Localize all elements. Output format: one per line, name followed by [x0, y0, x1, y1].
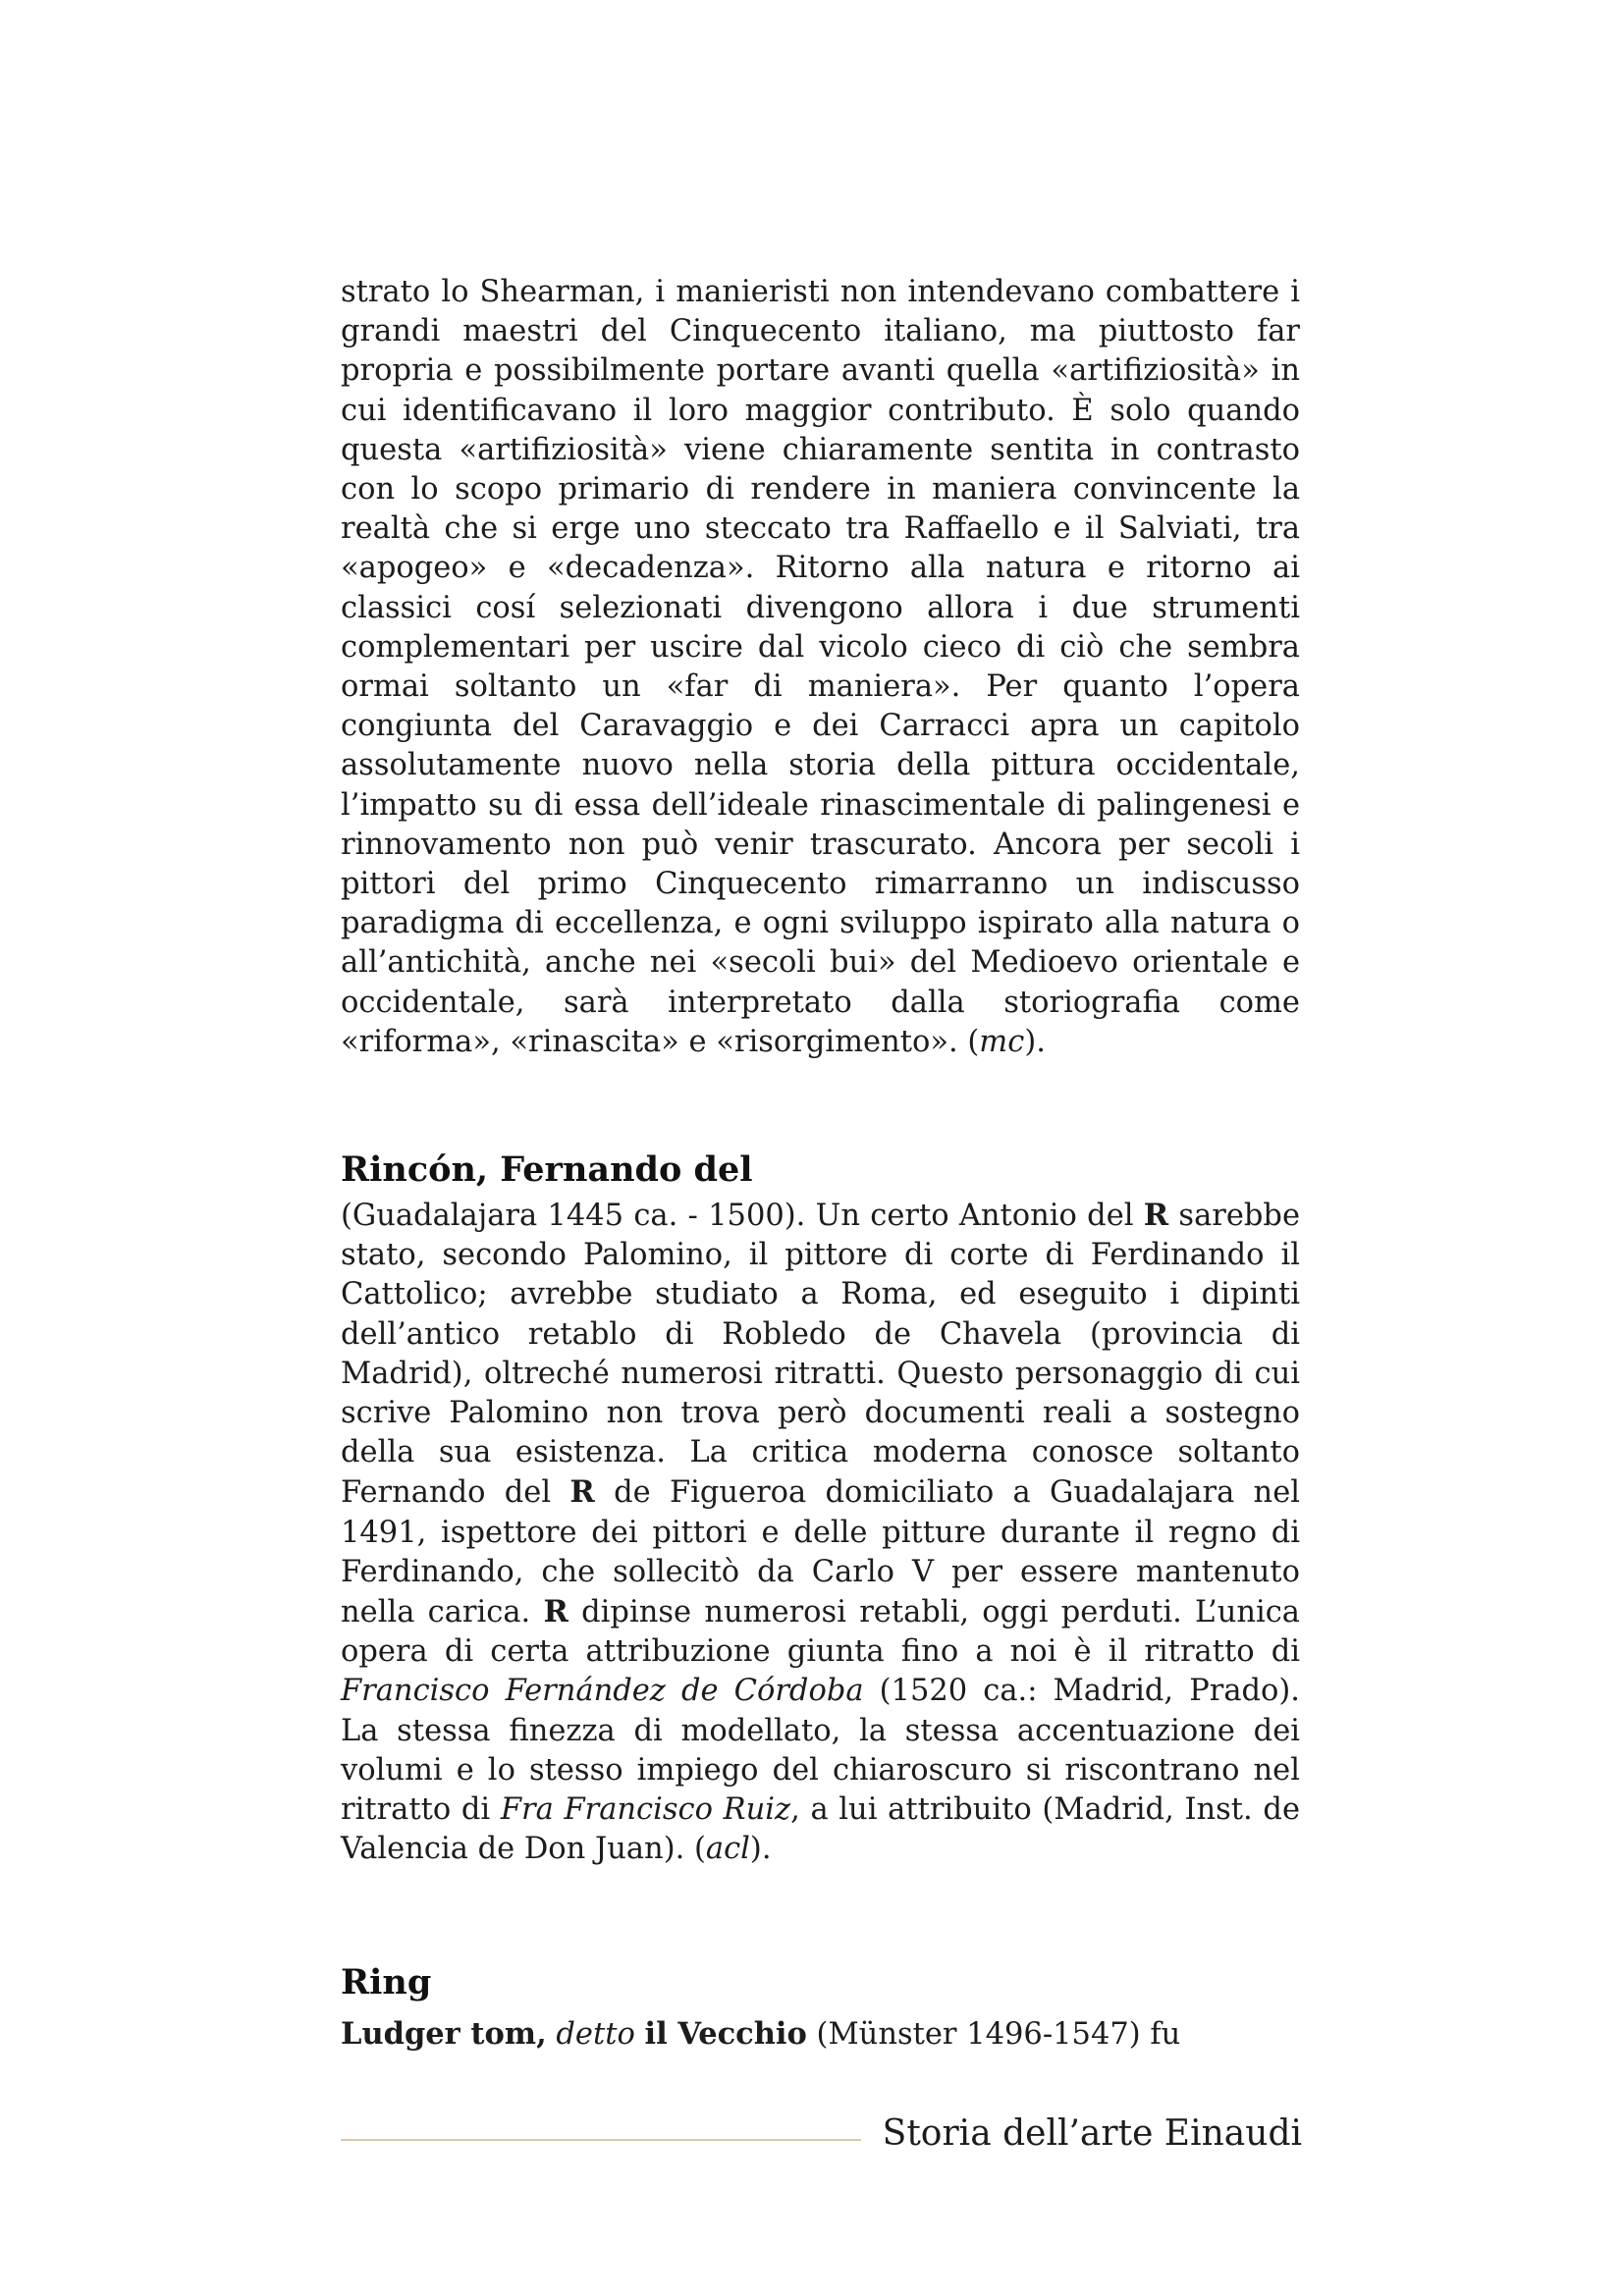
entry-body-rincon — [341, 1196, 1300, 1869]
rincon-closing: ). — [749, 1832, 772, 1867]
ring-artist-name: Ludger tom, — [341, 2016, 547, 2052]
intro-paragraph — [341, 273, 1300, 1062]
rincon-text-6: , a lui attribuito (Madrid, Inst. de Valencia de Don Juan). ( — [341, 1792, 1300, 1867]
rincon-text-5: (1520 ca.: Madrid, Prado). La stessa finezza di modellato, la stessa accentuazione dei volumi e lo stesso impiego del chiaroscuro si riscontrano nel ritratto di — [341, 1674, 1300, 1828]
rincon-abbrev-1: R — [1143, 1198, 1169, 1233]
rincon-work-title-1: Francisco Fernández de Córdoba — [341, 1674, 864, 1709]
rincon-abbrev-3: R — [543, 1594, 568, 1630]
rincon-text-1: (Guadalajara 1445 ca. - 1500). Un certo Antonio del — [341, 1199, 1144, 1233]
entry-ring — [341, 1961, 1300, 2055]
footer-publication: Storia dell’arte Einaudi — [882, 2113, 1302, 2154]
entry-rincon — [341, 1148, 1300, 1869]
rincon-text-4: dipinse numerosi retabli, oggi perduti. L’unica opera di certa attribuzione giunta fino a noi è il ritratto di — [341, 1595, 1300, 1670]
rincon-author-signature: acl — [705, 1832, 750, 1867]
rincon-abbrev-2: R — [569, 1474, 595, 1511]
intro-author-signature: mc — [979, 1024, 1025, 1059]
rincon-text-3: de Figueroa domiciliato a Guadalajara nel 1491, ispettore dei pittori e delle pitture durante il regno di Ferdinando, che sollecitò da Carlo V per essere mantenuto nella carica. — [341, 1475, 1301, 1630]
intro-text: strato lo Shearman, i manieristi non intendevano combattere i grandi maestri del Cinquecento italiano, ma piuttosto far propria e possibilmente portare avanti quella «artifiziosità» in cui identificavano il loro maggior contributo. È solo quando questa «artifiziosità» viene chiaramente sentita in contrasto con lo scopo primario di rendere in maniera convincente la realtà che si erge uno steccato tra Raffaello e il Salviati, tra «apogeo» e «decadenza». Ritorno alla natura e ritorno ai classici cosí selezionati divengono allora i due strumenti complementari per uscire dal vicolo cieco di ciò che sembra ormai soltanto un «far di maniera». Per quanto l’opera congiunta del Caravaggio e dei Carracci apra un capitolo assolutamente nuovo nella storia della pittura occidentale, l’impatto su di essa dell’ideale rinascimentale di palingenesi e rinnovamento non può venir trascurato. Ancora per secoli i pittori del primo Cinquecento rimarranno un indiscusso paradigma di eccellenza, e ogni sviluppo ispirato alla natura o all’antichità, anche nei «secoli bui» del Medioevo orientale e occidentale, sarà interpretato dalla storiografia come «riforma», «rinascita» e «risorgimento». ( — [341, 275, 1300, 1059]
ring-epithet: il Vecchio — [644, 2016, 807, 2052]
entry-body-ring — [341, 2014, 1300, 2055]
footer-rule — [341, 2139, 861, 2141]
rincon-text-2: sarebbe stato, secondo Palomino, il pittore di corte di Ferdinando il Cattolico; avrebbe studiato a Roma, ed eseguito i dipinti dell’antico retablo di Robledo de Chavela (provincia di Madrid), oltreché numerosi ritratti. Questo personaggio di cui scrive Palomino non trova però documenti reali a sostegno della sua esistenza. La critica moderna conosce soltanto Fernando del — [341, 1199, 1300, 1511]
entry-title-rincon: Rincón, Fernando del — [341, 1149, 753, 1190]
rincon-work-title-2: Fra Francisco Ruiz — [500, 1792, 791, 1828]
entry-title-ring: Ring — [341, 1962, 432, 2002]
ring-detto: detto — [556, 2017, 635, 2052]
ring-text: (Münster 1496-1547) fu — [806, 2017, 1181, 2052]
intro-closing: ). — [1024, 1024, 1046, 1059]
intro-section — [341, 273, 1300, 1062]
